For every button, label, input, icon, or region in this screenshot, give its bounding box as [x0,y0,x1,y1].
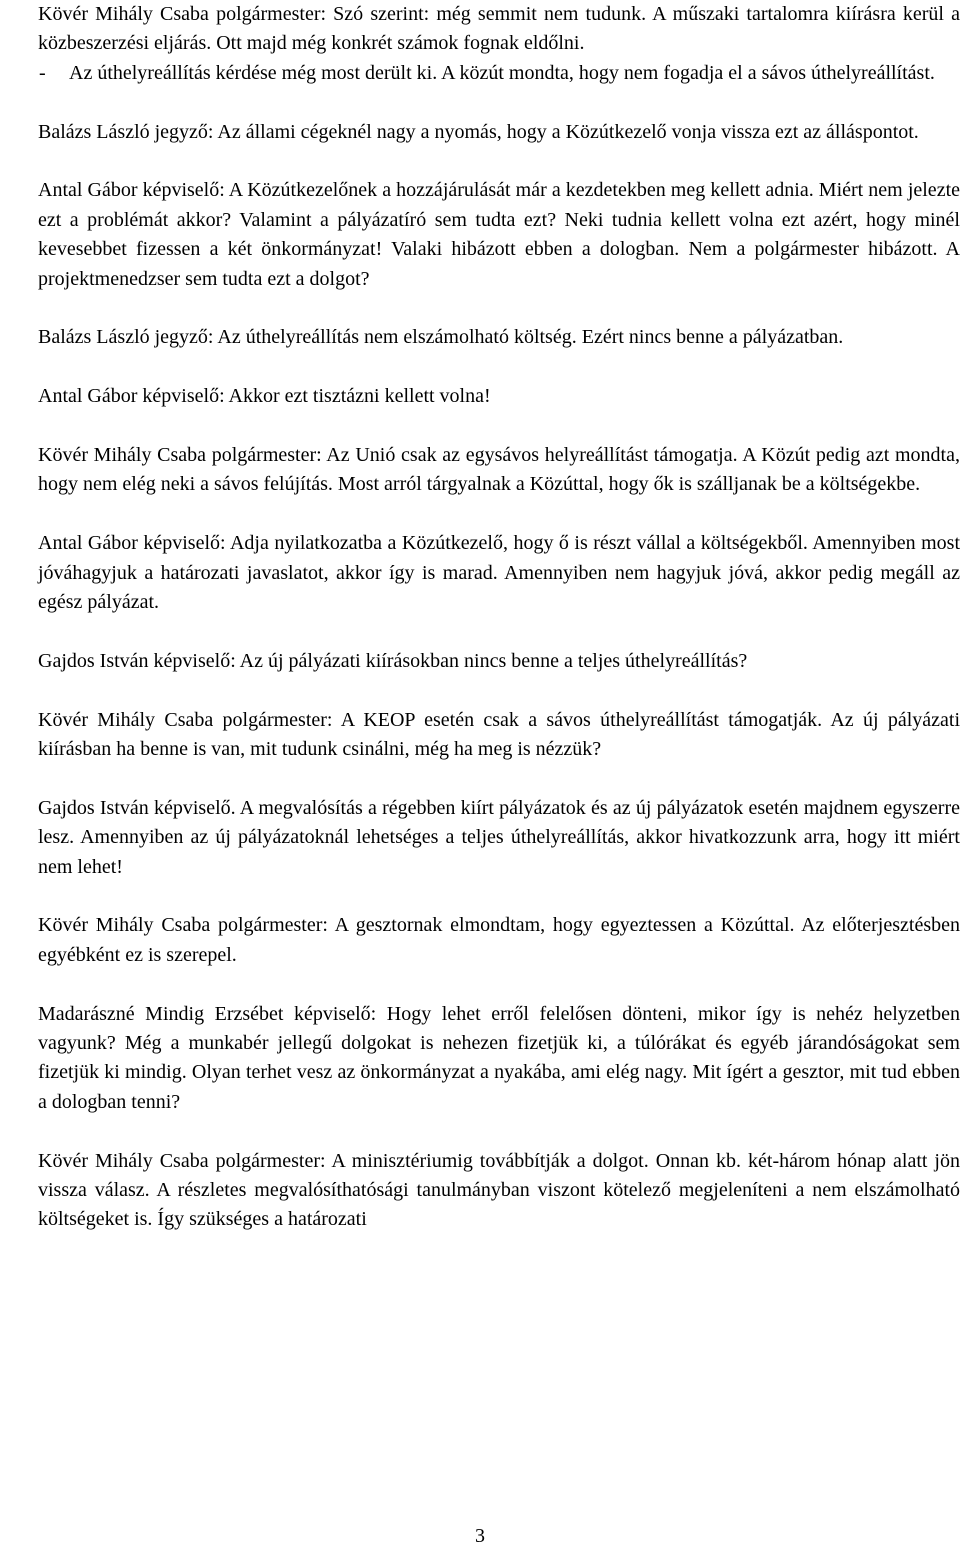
paragraph: Gajdos István képviselő: Az új pályázati kiírásokban nincs benne a teljes úthelyreállítás? [38,649,748,672]
paragraph: Kövér Mihály Csaba polgármester: Az Unió csak az egysávos helyreállítást támogatja. A Közút pedig azt mondta, hogy nem elég neki a sávos felújítás. Most arról tárgyalnak a Közúttal, hogy ők is szálljanak be a költségekbe. [38,444,960,496]
paragraph: Antal Gábor képviselő: Akkor ezt tisztázni kellett volna! [38,385,491,408]
document-page [38,0,960,1264]
dash-item-text: Az úthelyreállítás kérdése még most derült ki. A közút mondta, hogy nem fogadja el a sávos úthelyreállítást. [69,61,935,84]
paragraph: Balázs László jegyző: Az állami cégeknél nagy a nyomás, hogy a Közútkezelő vonja vissza ezt az álláspontot. [38,120,919,143]
paragraph: Madarászné Mindig Erzsébet képviselő: Hogy lehet erről felelősen dönteni, mikor így is nehéz helyzetben vagyunk? Még a munkabér jellegű dolgokat is nehezen fizetjük ki, a túlórákat és egyéb járandóságokat sem fizetjük ki mindig. Olyan terhet vesz az önkormányzat a nyakába, ami elég nagy. Mit ígért a gesztor, mit tud ebben a dologban tenni? [38,1002,960,1113]
paragraph-mayor-intro: Kövér Mihály Csaba polgármester: Szó szerint: még semmit nem tudunk. A műszaki tartalomra kiírásra kerül a közbeszerzési eljárás. Ott majd még konkrét számok fognak eldőlni. [38,3,960,55]
page-number: 3 [475,1525,485,1547]
paragraph: Gajdos István képviselő. A megvalósítás a régebben kiírt pályázatok és az új pályázatok esetén majdnem egyszerre lesz. Amennyiben az új pályázatoknál lehetséges a teljes úthelyreállítás, akkor hivatkozzunk arra, hogy itt miért nem lehet! [38,796,960,878]
paragraph: Balázs László jegyző: Az úthelyreállítás nem elszámolható költség. Ezért nincs benne a pályázatban. [38,326,844,349]
paragraph: Antal Gábor képviselő: Adja nyilatkozatba a Közútkezelő, hogy ő is részt vállal a költségekből. Amennyiben most jóváhagyjuk a határozati javaslatot, akkor így is marad. Amennyiben nem hagyjuk jóvá, akkor pedig megáll az egész pályázat. [38,532,960,614]
paragraph: Kövér Mihály Csaba polgármester: A gesztornak elmondtam, hogy egyeztessen a Közúttal. Az előterjesztésben egyébként ez is szerepel. [38,914,960,966]
paragraph: Kövér Mihály Csaba polgármester: A KEOP esetén csak a sávos úthelyreállítást támogatják. Az új pályázati kiírásban ha benne is van, mit tudunk csinálni, még ha meg is nézzük? [38,708,960,761]
paragraph: Kövér Mihály Csaba polgármester: A minisztériumig továbbítják a dolgot. Onnan kb. két-három hónap alatt jön vissza válasz. A részletes megvalósíthatósági tanulmányban viszont kötelező megjeleníteni a nem elszámolható költségeket is. Így szükséges a határozati [38,1149,960,1231]
dash-list-item [38,59,960,88]
dash-marker: - [39,61,46,84]
paragraph: Antal Gábor képviselő: A Közútkezelőnek a hozzájárulását már a kezdetekben meg kellett adnia. Miért nem jelezte ezt a problémát akkor? Valamint a pályázatíró sem tudta ezt? Neki tudnia kellett volna ezt azért, hogy minél kevesebbet fizessen a két önkormányzat! Valaki hibázott ebben a dologban. Nem a polgármester hibázott. A projektmenedzser sem tudta ezt a dolgot? [38,179,960,290]
